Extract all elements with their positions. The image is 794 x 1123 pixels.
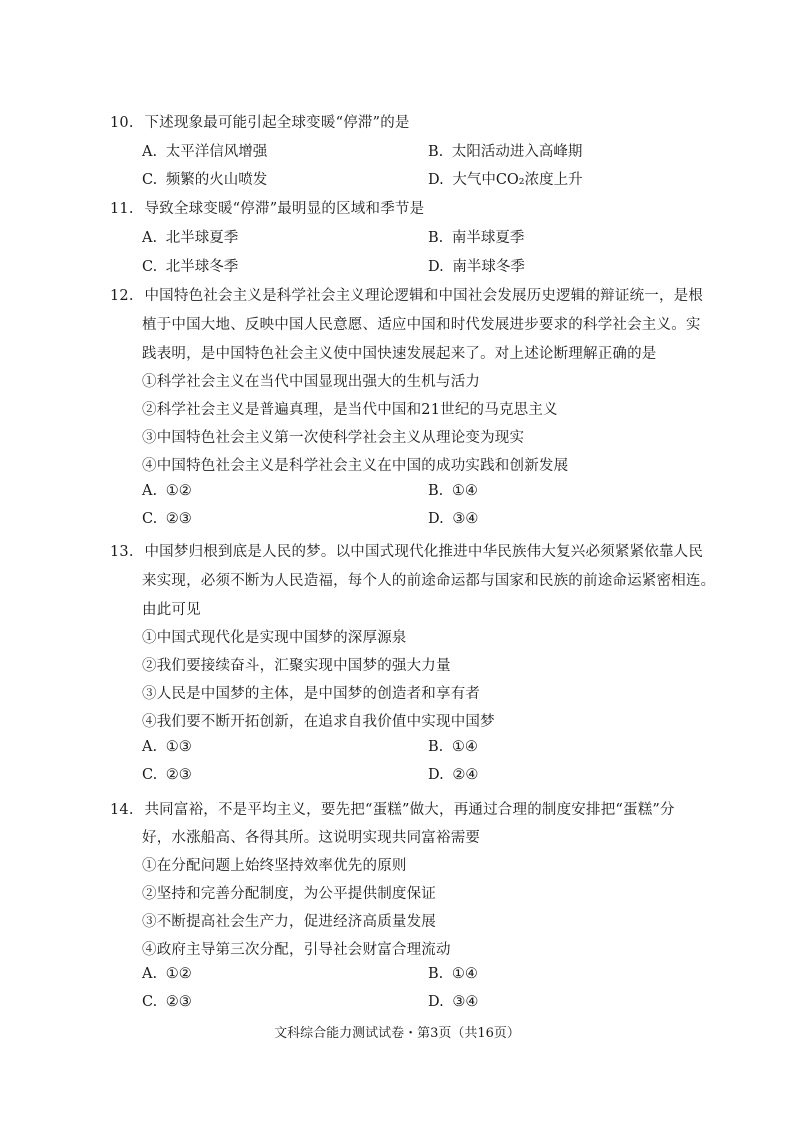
option-text: ②③	[165, 767, 192, 783]
option-b[interactable]	[428, 226, 524, 247]
statement-item: ②坚持和完善分配制度，为公平提供制度保证	[142, 886, 436, 902]
option-text: ①②	[165, 966, 192, 982]
question-stem	[110, 798, 675, 819]
question-stem	[110, 540, 703, 561]
option-c[interactable]	[142, 511, 192, 527]
option-label: C.	[142, 994, 158, 1010]
stem-line: 践表明，是中国特色社会主义使中国快速发展起来了。对上述论断理解正确的是	[142, 346, 657, 362]
stem-line: 中国特色社会主义是科学社会主义理论逻辑和中国社会发展历史逻辑的辩证统一，是根	[144, 288, 704, 304]
option-text: ②④	[452, 767, 479, 783]
option-b[interactable]	[428, 483, 478, 499]
option-a[interactable]	[142, 140, 267, 161]
statement-item: ①在分配问题上始终坚持效率优先的原则	[142, 858, 407, 874]
option-d[interactable]	[428, 767, 478, 783]
page-footer: 文科综合能力测试试卷・第3页（共16页）	[274, 1026, 520, 1041]
option-text: ②③	[165, 511, 192, 527]
question-number: 11.	[110, 201, 134, 217]
statement-item: ③不断提高社会生产力，促进经济高质量发展	[142, 914, 436, 930]
option-text: ③④	[452, 994, 479, 1010]
option-text: ①④	[451, 483, 478, 499]
statement-item: ④我们要不断开拓创新，在追求自我价值中实现中国梦	[142, 714, 495, 730]
option-b[interactable]	[428, 140, 582, 161]
question-number: 14.	[110, 802, 134, 818]
option-text: ①④	[451, 966, 478, 982]
option-text: 太平洋信风增强	[165, 144, 268, 160]
option-c[interactable]	[142, 767, 192, 783]
question-number: 10.	[110, 115, 134, 131]
statement-item: ③人民是中国梦的主体，是中国梦的创造者和享有者	[142, 686, 481, 702]
option-a[interactable]	[142, 966, 192, 982]
option-label: A.	[142, 739, 158, 755]
option-d[interactable]	[428, 994, 478, 1010]
statement-item: ①中国式现代化是实现中国梦的深厚源泉	[142, 630, 407, 646]
option-label: D.	[428, 511, 444, 527]
question-number: 13.	[110, 544, 134, 560]
option-label: B.	[428, 230, 444, 246]
option-label: C.	[142, 767, 158, 783]
option-label: D.	[428, 259, 444, 275]
option-c[interactable]	[142, 994, 192, 1010]
option-label: A.	[142, 144, 158, 160]
option-label: D.	[428, 994, 444, 1010]
statement-item: ③中国特色社会主义第一次使科学社会主义从理论变为现实	[142, 430, 525, 446]
option-label: C.	[142, 511, 158, 527]
option-a[interactable]	[142, 739, 192, 755]
option-text: ②③	[165, 994, 192, 1010]
statement-item: ②我们要接续奋斗，汇聚实现中国梦的强大力量	[142, 658, 451, 674]
option-label: A.	[142, 966, 158, 982]
option-text: ①③	[165, 739, 192, 755]
option-text: ①②	[165, 483, 192, 499]
option-b[interactable]	[428, 739, 478, 755]
stem-line: 共同富裕，不是平均主义，要先把“蛋糕”做大，再通过合理的制度安排把“蛋糕”分	[144, 802, 675, 818]
option-d[interactable]	[428, 168, 583, 189]
option-label: B.	[428, 483, 444, 499]
option-text: 南半球夏季	[451, 230, 525, 246]
option-text: ③④	[452, 511, 479, 527]
stem-line: 导致全球变暖“停滞”最明显的区域和季节是	[144, 201, 425, 217]
option-text: 频繁的火山喷发	[165, 172, 268, 188]
option-c[interactable]	[142, 168, 267, 189]
statement-item: ④政府主导第三次分配，引导社会财富合理流动	[142, 942, 451, 958]
option-label: C.	[142, 259, 158, 275]
stem-line: 植于中国大地、反映中国人民意愿、适应中国和时代发展进步要求的科学社会主义。实	[142, 317, 701, 333]
stem-line: 下述现象最可能引起全球变暖“停滞”的是	[144, 115, 410, 131]
option-a[interactable]	[142, 226, 238, 247]
option-c[interactable]	[142, 255, 238, 276]
option-text: 北半球冬季	[165, 259, 239, 275]
option-b[interactable]	[428, 966, 478, 982]
option-label: A.	[142, 483, 158, 499]
option-text: 大气中CO₂浓度上升	[452, 172, 583, 188]
stem-line: 中国梦归根到底是人民的梦。以中国式现代化推进中华民族伟大复兴必须紧紧依靠人民	[144, 544, 704, 560]
option-text: 太阳活动进入高峰期	[451, 144, 583, 160]
option-label: B.	[428, 966, 444, 982]
option-label: B.	[428, 144, 444, 160]
option-label: D.	[428, 172, 444, 188]
option-d[interactable]	[428, 255, 525, 276]
option-text: 南半球冬季	[452, 259, 525, 275]
statement-item: ①科学社会主义在当代中国显现出强大的生机与活力	[142, 374, 481, 390]
option-text: ①④	[451, 739, 478, 755]
statement-item: ④中国特色社会主义是科学社会主义在中国的成功实践和创新发展	[142, 458, 569, 474]
question-stem	[110, 284, 703, 305]
option-label: A.	[142, 230, 158, 246]
option-label: B.	[428, 739, 444, 755]
option-text: 北半球夏季	[165, 230, 239, 246]
option-label: C.	[142, 172, 158, 188]
option-label: D.	[428, 767, 444, 783]
stem-line: 来实现，必须不断为人民造福，每个人的前途命运都与国家和民族的前途命运紧密相连。	[142, 573, 716, 589]
option-a[interactable]	[142, 483, 192, 499]
question-stem	[110, 111, 410, 132]
stem-line: 由此可见	[142, 602, 201, 618]
stem-line: 好，水涨船高、各得其所。这说明实现共同富裕需要	[142, 830, 481, 846]
question-number: 12.	[110, 288, 134, 304]
statement-item: ②科学社会主义是普遍真理，是当代中国和21世纪的马克思主义	[142, 402, 558, 418]
option-d[interactable]	[428, 511, 478, 527]
question-stem	[110, 197, 424, 218]
